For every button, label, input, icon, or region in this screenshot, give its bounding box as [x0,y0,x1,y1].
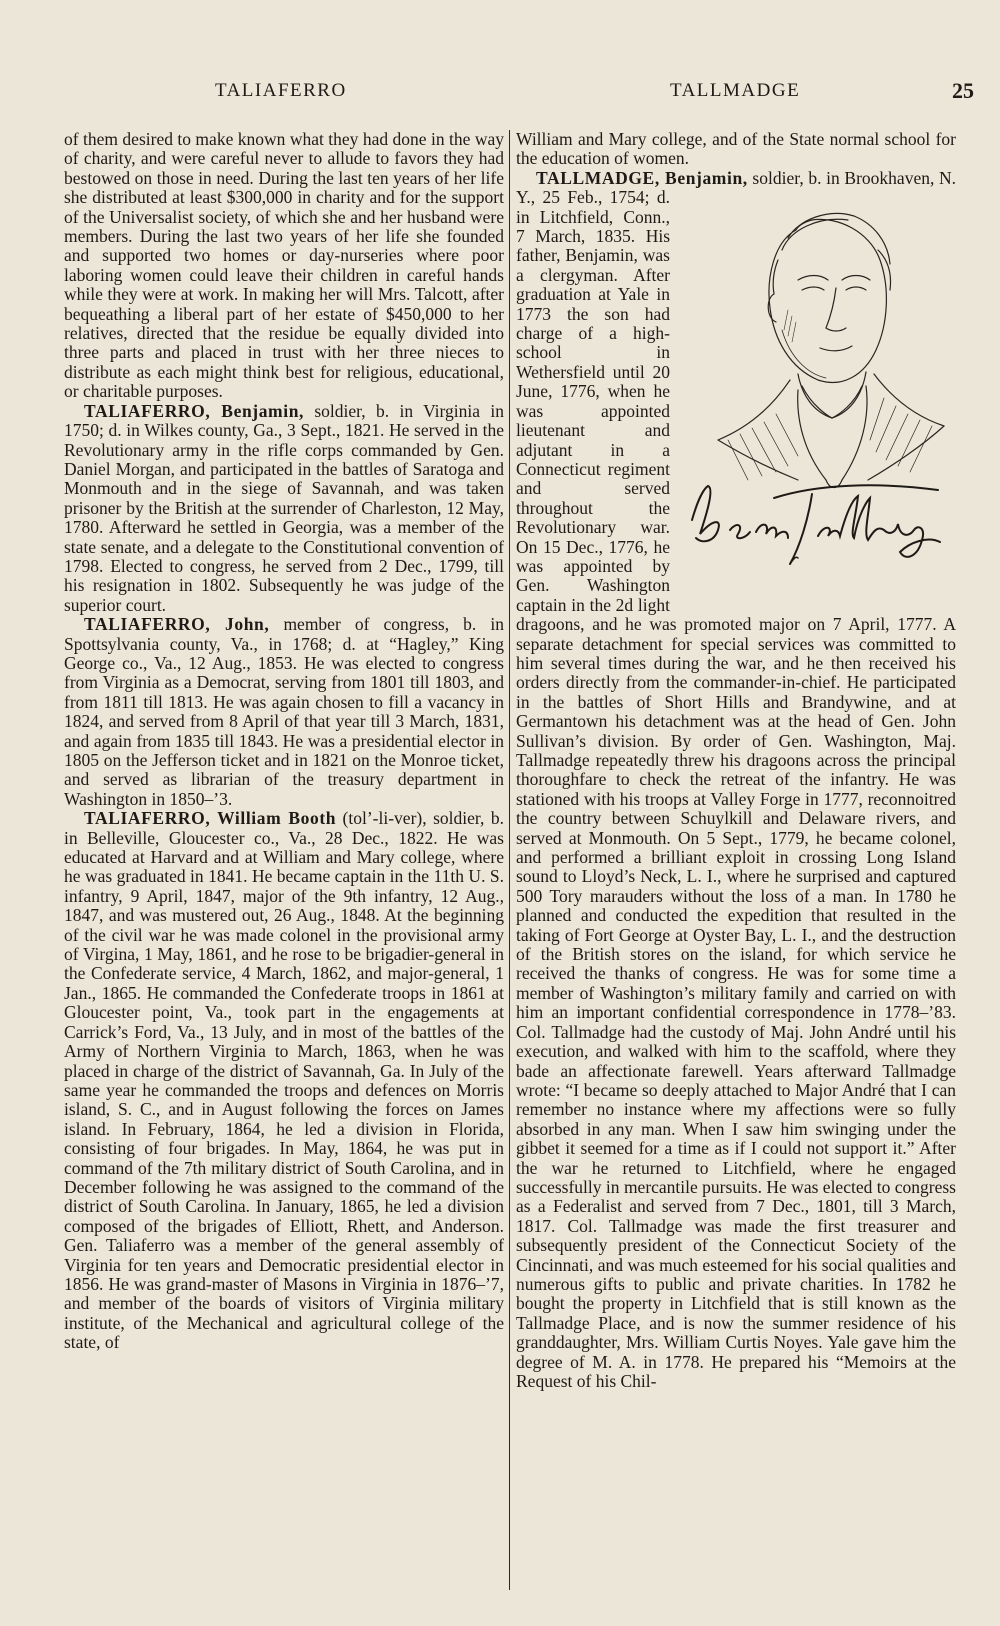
continued-paragraph: of them desired to make known what they had done in the way of charity, and were careful never to allude to favors they had bestowed on those in need. During the last ten years of her life she distributed at least $300,000 in charity and for the support of the Universalist society, of which she and her husband were members. During the last two years of her life she founded and supported two homes or day-nurseries where poor laboring women could leave their children in careful hands while they were at work. In making her will Mrs. Talcott, after bequeathing a liberal part of her estate of $450,000 to her relatives, directed that the residue be equally divided into three parts and placed in trust with her three nieces to distribute as each might think best for religious, educational, or charitable purposes. [64,130,504,402]
left-column [64,130,504,1590]
entry-name: TALLMADGE, Benjamin, [536,167,748,188]
entry-taliaferro-john [64,615,504,809]
entry-text: member of congress, b. in Spottsylvania county, Va., in 1768; d. at “Hagley,” King George co., Va., 12 Aug., 1853. He was elected to congress from Virginia as a Democrat, serving from 1801 till 1803, and from 1811 till 1813. He was again chosen to fill a vacancy in 1824, and served from 8 April of that year till 3 March, 1831, and again from 1835 till 1843. He was a presidential elector in 1805 on the Jefferson ticket and in 1821 on the Monroe ticket, and served as librarian of the treasury department in Washington in 1850–’3. [64,614,504,809]
entry-text: soldier, b. in Brookhaven, N. Y., 25 Feb., 1754; d. in Litchfield, Conn., 7 March, 1835. His father, Benjamin, was a clergyman. After graduation at Yale in 1773 the son had charge of a high-school in Wethersfield until 20 June, 1776, when he was appointed lieutenant and adjutant in a Connecticut regiment and served throughout the Revolutionary war. On 15 Dec., 1776, he was appointed by Gen. Washington captain in the 2d light dragoons, and he was promoted major on 7 April, 1777. A separate detachment for special services was committed to him several times during the war, and he then received his orders directly from the commander-in-chief. He participated in the battles of Short Hills and Brandywine, and at Germantown his detachment was at the head of Gen. John Sullivan’s division. By order of Gen. Washington, Maj. Tallmadge repeatedly threw his dragoons across the principal thoroughfare to check the retreat of the infantry. He was stationed with his troops at Valley Forge in 1777, reconnoitred the country between Schuylkill and Delaware rivers, and served at Monmouth. On 5 Sept., 1779, he became colonel, and performed a brilliant exploit in crossing Long Island sound to Lloyd’s Neck, L. I., where he surprised and captured 500 Tory marauders without the loss of a man. In 1780 he planned and conducted the expedition that resulted in the taking of Fort George at Oyster Bay, L. I., and the destruction of the British stores on the island, for which service he received the thanks of congress. He was for some time a member of Washington’s military family and carried on with him an important confidential correspondence in 1778–’83. Col. Tallmadge had the custody of Maj. John André until his execution, and walked with him to the scaffold, where they bade an affectionate farewell. Years afterward Tallmadge wrote: “I became so deeply attached to Major André that I can remember no instance where my affections were so fully absorbed in any man. When I saw him swinging under the gibbet it seemed for a time as if I could not support it.” After the war he returned to Litchfield, where he engaged successfully in mercantile pursuits. He was elected to congress as a Federalist and served from 7 Dec., 1801, till 3 March, 1817. Col. Tallmadge was made the first treasurer and subsequently president of the Connecticut Society of the Cincinnati, and was much esteemed for his social qualities and numerous gifts to public and private charities. In 1782 he bought the property in Litchfield that is still known as the Tallmadge Place, and is now the summer residence of his granddaughter, Mrs. William Curtis Noyes. Yale gave him the degree of M. A. in 1778. He prepared his “Memoirs at the Request of his Chil- [516,167,956,1391]
entry-taliaferro-william-booth [64,809,504,1352]
entry-name: TALIAFERRO, William Booth [84,808,337,829]
entry-text: soldier, b. in Virginia in 1750; d. in Wilkes county, Ga., 3 Sept., 1821. He served in the Revolutionary army in the rifle corps commanded by Gen. Daniel Morgan, and participated in the battles of Saratoga and Monmouth and in the siege of Savannah, and was taken prisoner by the British at the surrender of Charleston, 12 May, 1780. Afterward he settled in Georgia, was a member of the state senate, and a delegate to the Constitutional convention of 1798. Elected to congress, he served from 2 Dec., 1799, till his resignation in 1802. Subsequently he was judge of the superior court. [64,400,504,615]
portrait-engraving [678,190,956,602]
header-right-term: TALLMADGE [670,80,801,101]
column-divider [509,130,510,1590]
continued-paragraph: William and Mary college, and of the State normal school for the education of women. [516,130,956,169]
right-column [516,130,956,1590]
entry-text: (tol’-li-ver), soldier, b. in Belleville, Gloucester co., Va., 28 Dec., 1822. He was educated at Harvard and at William and Mary college, where he was graduated in 1841. He became captain in the 11th U. S. infantry, 9 April, 1847, major of the 9th infantry, 12 Aug., 1847, and was mustered out, 26 Aug., 1848. At the beginning of the civil war he was made colonel in the provisional army of Virgina, 1 May, 1861, and he rose to be brigadier-general in the Confederate service, 4 March, 1862, and major-general, 1 Jan., 1865. He commanded the Confederate troops in 1861 at Gloucester point, Va., took part in the engagements at Carrick’s Ford, Va., 13 July, and in most of the battles of the Army of Northern Virginia to March, 1863, when he was placed in charge of the district of Savannah, Ga. In July of the same year he commanded the troops and defences on Morris island, S. C., and in August following the forces on James island. In February, 1864, he led a division in Florida, consisting of four brigades. In May, 1864, he was put in command of the 7th military district of South Carolina, and in December following he was assigned to the command of the district of South Carolina. In January, 1865, he led a division composed of the brigades of Elliott, Rhett, and Anderson. Gen. Taliaferro was a member of the general assembly of Virginia for ten years and Democratic presidential elector in 1856. He was grand-master of Masons in Virginia in 1876–’7, and member of the boards of visitors of Virginia military institute, of the Mechanical and agricultural college of the state, of [64,808,504,1353]
entry-taliaferro-benjamin [64,402,504,615]
page-number: 25 [952,78,974,103]
entry-name: TALIAFERRO, Benjamin, [84,400,304,421]
header-left-term: TALIAFERRO [215,80,347,101]
portrait-figure [678,190,956,602]
running-header [60,78,974,110]
signature-flourish [692,486,940,565]
entry-tallmadge-benjamin [516,169,956,1392]
entry-name: TALIAFERRO, John, [84,614,270,635]
